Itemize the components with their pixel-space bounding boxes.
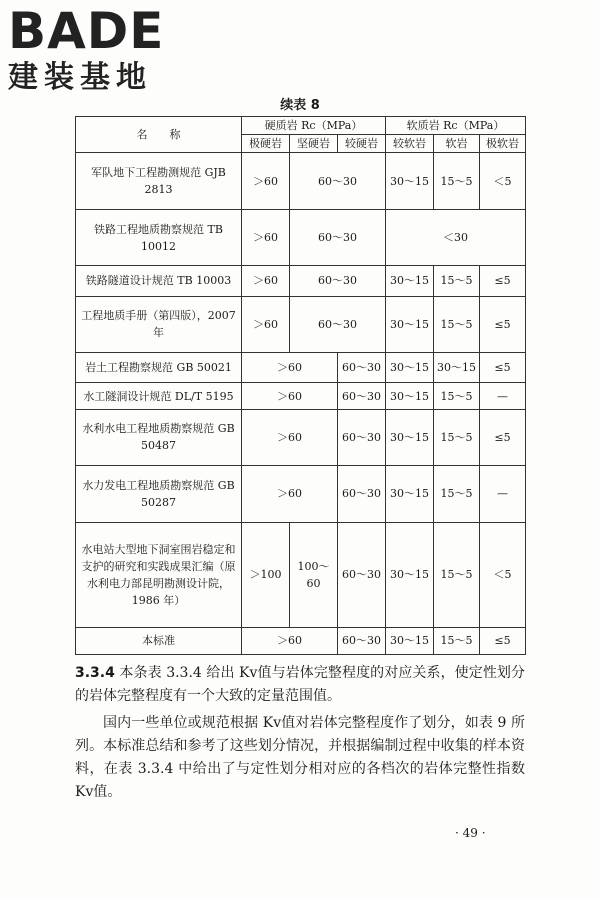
cell: 15～5 [434,409,480,466]
cell: 30～15 [386,266,434,296]
cell: ＞60 [242,409,338,466]
cell: 30～15 [386,522,434,627]
table-row [76,296,526,353]
header-moderately-hard: 较硬岩 [338,135,386,153]
cell: 30～15 [386,627,434,654]
cell: ＞60 [242,466,338,523]
cell: ≤5 [480,353,526,383]
cell: ＜5 [480,522,526,627]
logo-wordmark: BADE [8,2,165,60]
header-extremely-soft: 极软岩 [480,135,526,153]
header-moderately-soft: 较软岩 [386,135,434,153]
cell: — [480,466,526,523]
cell: ＞60 [242,266,290,296]
cell: ＞100 [242,522,290,627]
row-name: 岩土工程勘察规范 GB 50021 [76,353,242,383]
cell: ＞60 [242,209,290,266]
cell: 15～5 [434,296,480,353]
row-name: 水利水电工程地质勘察规范 GB 50487 [76,409,242,466]
row-name: 水工隧洞设计规范 DL/T 5195 [76,383,242,409]
cell: 60～30 [290,153,386,210]
cell: 60～30 [338,383,386,409]
cell: 15～5 [434,627,480,654]
cell: 30～15 [386,383,434,409]
header-extremely-hard: 极硬岩 [242,135,290,153]
cell: ≤5 [480,409,526,466]
cell: 30～15 [386,353,434,383]
cell: ＞60 [242,627,338,654]
cell: 30～15 [386,466,434,523]
cell: ＞60 [242,383,338,409]
bade-logo [8,2,183,96]
cell: ＞60 [242,353,338,383]
cell: ＜5 [480,153,526,210]
cell: 15～5 [434,383,480,409]
page-number: · 49 · [455,826,486,840]
cell: ≤5 [480,266,526,296]
cell: 30～15 [386,409,434,466]
cell: 60～30 [338,409,386,466]
row-name: 铁路工程地质勘察规范 TB 10012 [76,209,242,266]
cell: ＞60 [242,153,290,210]
header-hard: 坚硬岩 [290,135,338,153]
table-row [76,353,526,383]
cell: ≤5 [480,296,526,353]
rock-strength-table [75,116,526,655]
row-name: 工程地质手册（第四版），2007 年 [76,296,242,353]
cell: 60～30 [290,209,386,266]
header-name: 名 称 [76,117,242,153]
cell: 60～30 [338,353,386,383]
row-name: 铁路隧道设计规范 TB 10003 [76,266,242,296]
paragraph-1 [75,662,525,708]
cell: 30～15 [386,153,434,210]
table-row [76,153,526,210]
cell: 30～15 [434,353,480,383]
row-name: 水电站大型地下洞室围岩稳定和支护的研究和实践成果汇编（原水利电力部昆明勘测设计院，1986 年） [76,522,242,627]
table-row [76,409,526,466]
cell: ＜30 [386,209,526,266]
row-name: 本标准 [76,627,242,654]
section-number: 3.3.4 [75,665,115,681]
table-row [76,266,526,296]
table-row [76,466,526,523]
table-row [76,209,526,266]
cell: 100～60 [290,522,338,627]
paragraph-1-text: 本条表 3.3.4 给出 Kv值与岩体完整程度的对应关系，使定性划分的岩体完整程度有一个大致的定量范围值。 [75,665,526,704]
logo-chinese-text: 建装基地 [8,60,152,95]
cell: 60～30 [290,266,386,296]
header-soft-rock: 软质岩 Rc（MPa） [386,117,526,135]
row-name: 军队地下工程勘测规范 GJB 2813 [76,153,242,210]
cell: 60～30 [290,296,386,353]
table-row [76,522,526,627]
cell: 60～30 [338,522,386,627]
cell: 60～30 [338,627,386,654]
cell: 15～5 [434,266,480,296]
header-hard-rock: 硬质岩 Rc（MPa） [242,117,386,135]
cell: 60～30 [338,466,386,523]
header-soft: 软岩 [434,135,480,153]
cell: — [480,383,526,409]
cell: 15～5 [434,153,480,210]
table-row [76,383,526,409]
cell: 15～5 [434,466,480,523]
table-title: 续表 8 [280,98,320,113]
cell: ≤5 [480,627,526,654]
paragraph-2: 国内一些单位或规范根据 Kv值对岩体完整程度作了划分，如表 9 所列。本标准总结和参考了这些划分情况，并根据编制过程中收集的样本资料，在表 3.3.4 中给出了与定性划分相对应的各档次的岩体完整性指数 Kv值。 [75,715,525,800]
cell: 15～5 [434,522,480,627]
row-name: 水力发电工程地质勘察规范 GB 50287 [76,466,242,523]
cell: ＞60 [242,296,290,353]
cell: 30～15 [386,296,434,353]
table-row [76,627,526,654]
